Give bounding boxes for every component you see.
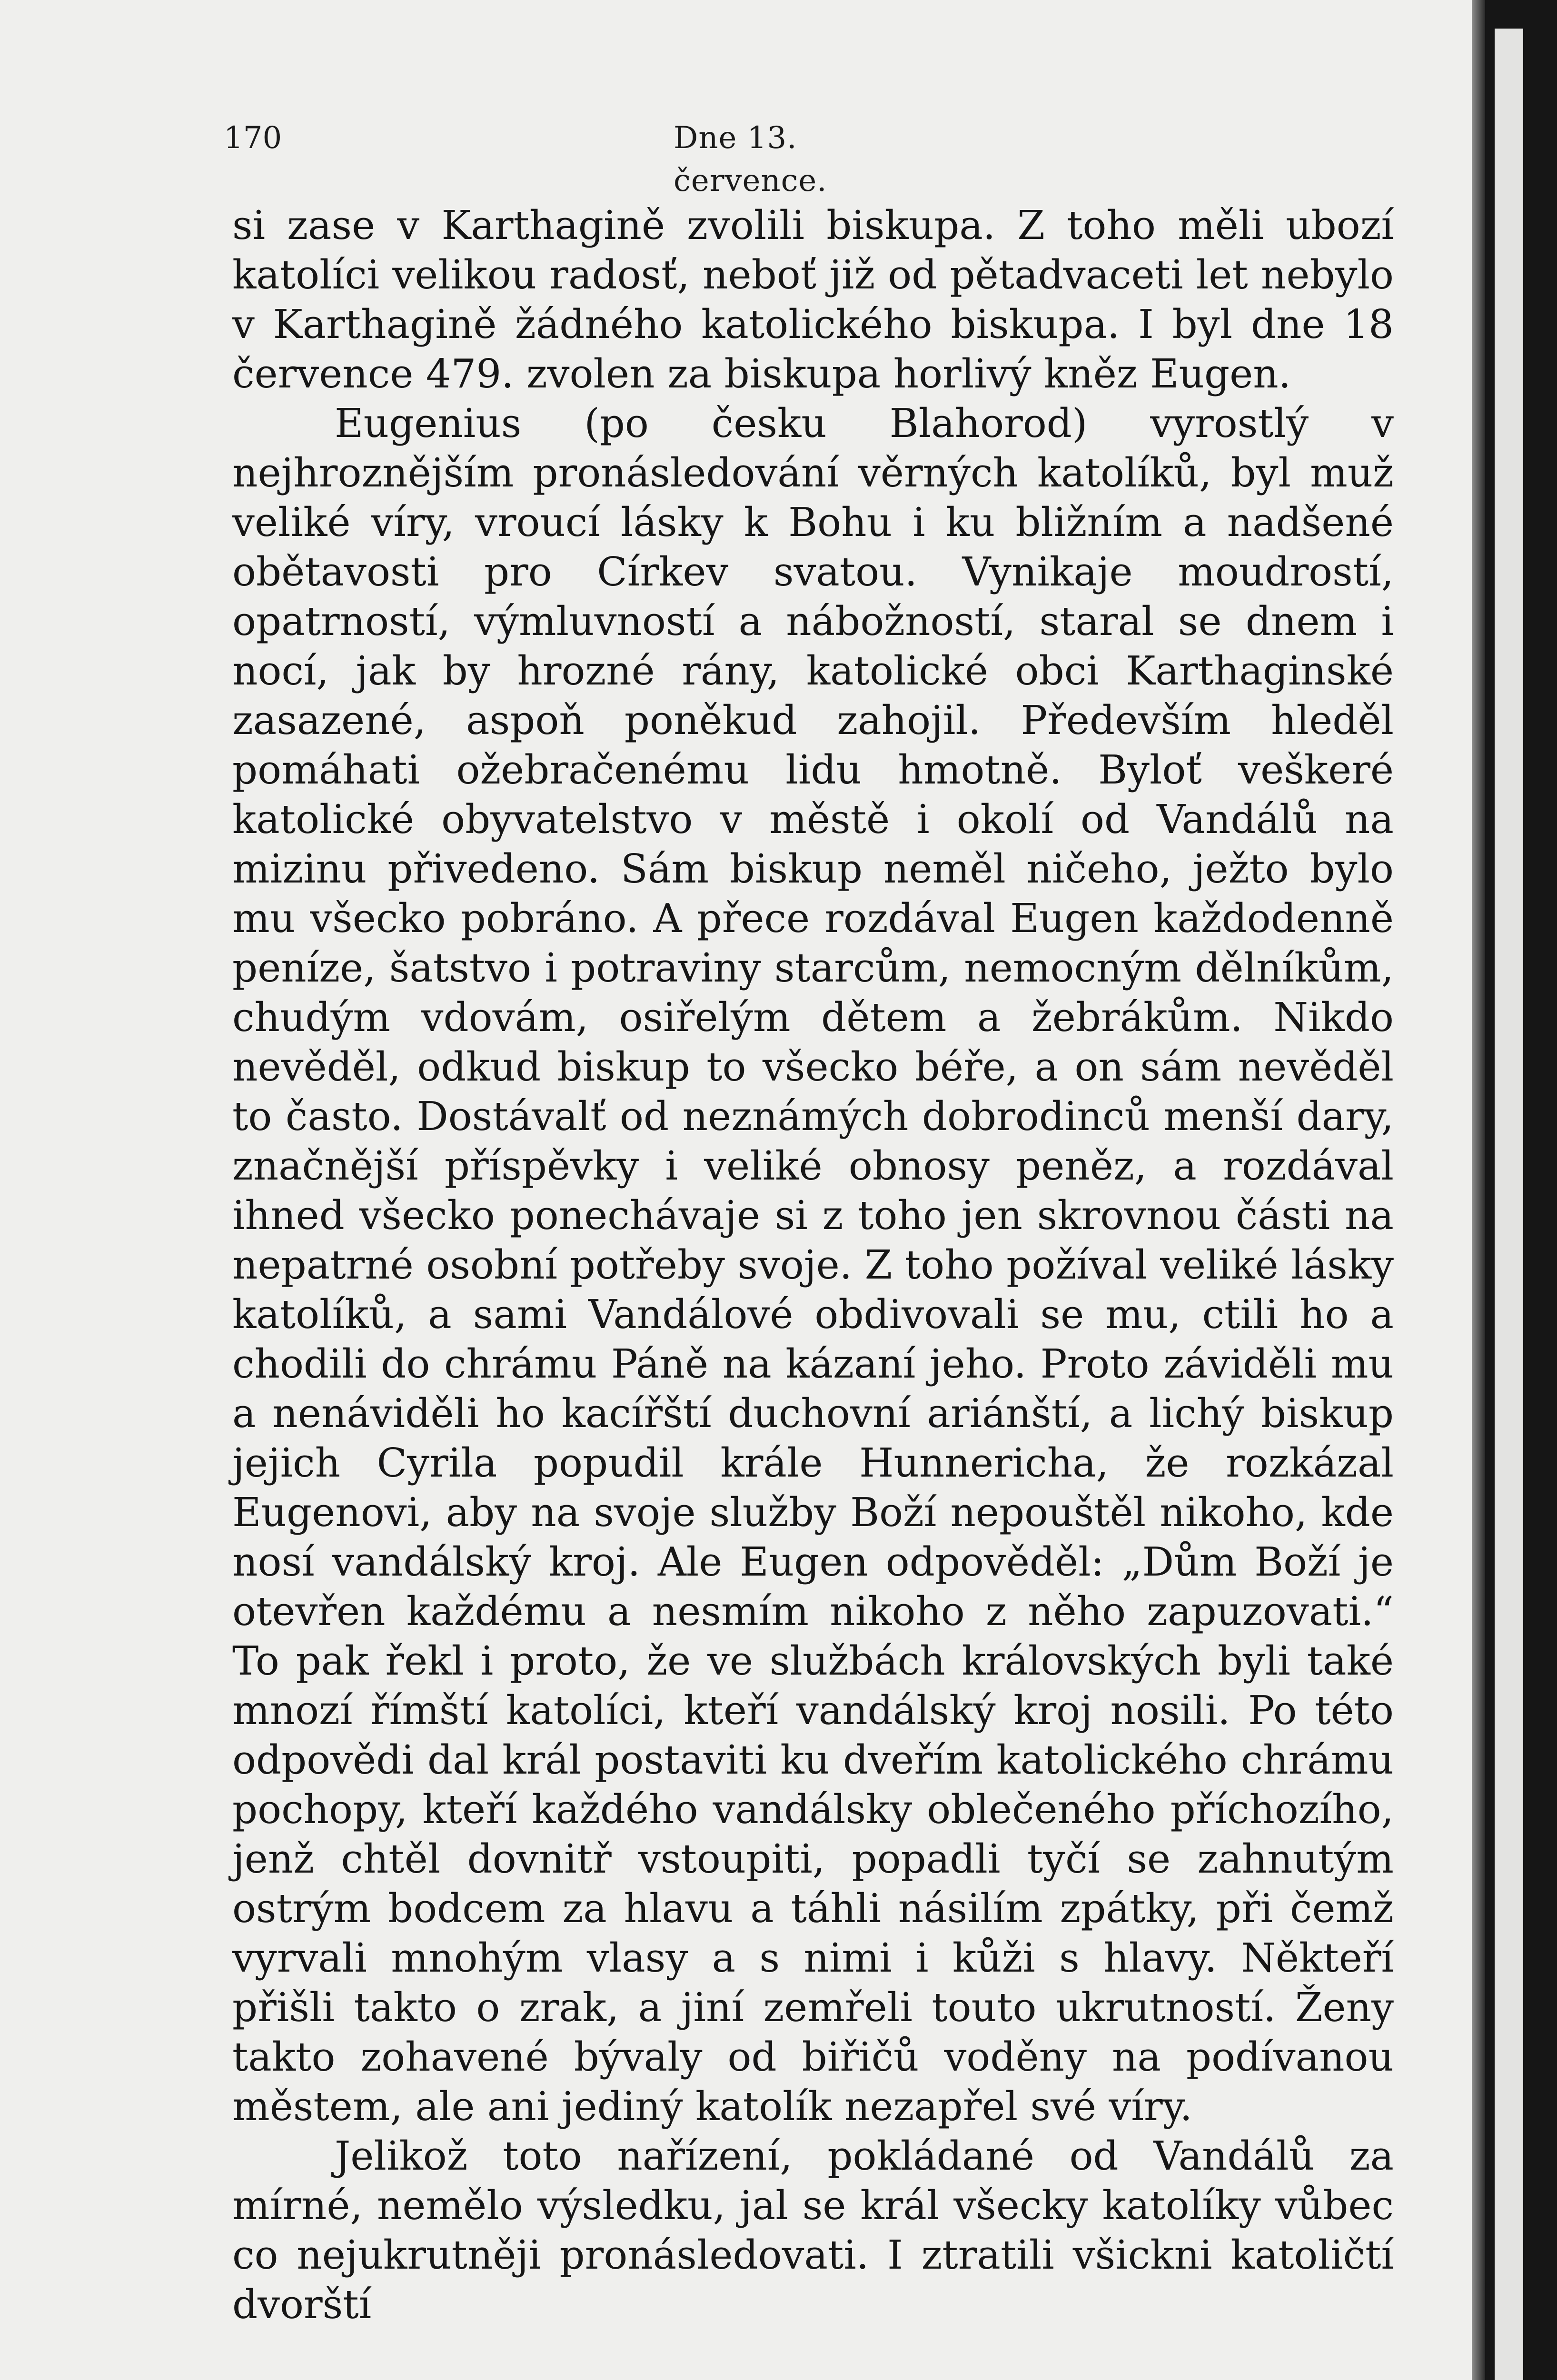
paragraph-1: si zase v Karthagině zvolili biskupa. Z toho měli ubozí katolíci velikou radosť, neboť již od pětadvaceti let nebylo v Karthagině žádného katolického biskupa. I byl dne 18 července 479. zvolen za biskupa horlivý kněz Eugen. xyxy=(232,202,1394,397)
paragraph-2: Eugenius (po česku Blahorod) vyrostlý v nejhroznějším pronásledování věrných katolíků, byl muž veliké víry, vroucí lásky k Bohu i ku bližním a nadšené obětavosti pro Církev svatou. Vynikaje moudrostí, opatrností, výmluvností a nábožností, staral se dnem i nocí, jak by hrozné rány, katolické obci Karthaginské zasazené, aspoň poněkud zahojil. Především hleděl pomáhati ožebračenému lidu hmotně. Byloť veškeré katolické obyvatelstvo v městě i okolí od Vandálů na mizinu přivedeno. Sám biskup neměl ničeho, ježto bylo mu všecko pobráno. A přece rozdával Eugen každodenně peníze, šatstvo i potraviny starcům, nemocným dělníkům, chudým vdovám, osiřelým dětem a žebrákům. Nikdo nevěděl, odkud biskup to všecko béře, a on sám nevěděl to často. Dostávalť od neznámých dobrodinců menší dary, značnější příspěvky i veliké obnosy peněz, a rozdával ihned všecko ponechávaje si z toho jen skrovnou části na nepatrné osobní potřeby svoje. Z toho požíval veliké lásky katolíků, a sami Vandálové obdivovali se mu, ctili ho a chodili do chrámu Páně na kázaní jeho. Proto záviděli mu a nenáviděli ho kacířští duchovní ariánští, a lichý biskup jejich Cyrila popudil krále Hunnericha, že rozkázal Eugenovi, aby na svoje služby Boží nepouštěl nikoho, kde nosí vandálský kroj. Ale Eugen odpověděl: „Dům Boží je otevřen každému a nesmím nikoho z něho zapuzovati.“ To pak řekl i proto, že ve službách královských byli také mnozí římští katolíci, kteří vandálský kroj nosili. Po této odpovědi dal král postaviti ku dveřím katolického chrámu pochopy, kteří každého vandálsky oblečeného příchozího, jenž chtěl dovnitř vstoupiti, popadli tyčí se zahnutým ostrým bodcem za hlavu a táhli násilím zpátky, při čemž vyrvali mnohým vlasy a s nimi i kůži s hlavy. Někteří přišli takto o zrak, a jiní zemřeli touto ukrutností. Ženy takto zohavené bývaly od biřičů voděny na podívanou městem, ale ani jediný katolík nezapřel své víry. xyxy=(232,400,1394,2130)
adjacent-page-strip xyxy=(1495,29,1523,2380)
body-text xyxy=(232,201,1394,2330)
page-header xyxy=(224,117,952,198)
page-number: 170 xyxy=(224,120,282,156)
running-head: Dne 13. července. xyxy=(674,120,827,198)
paragraph-3: Jelikož toto nařízení, pokládané od Vandálů za mírné, nemělo výsledku, jal se král všecky katolíky vůbec co nejukrutněji pronásledovati. I ztratili všickni katoličtí dvorští xyxy=(232,2133,1394,2328)
page-edge-shadow xyxy=(1472,0,1485,2380)
